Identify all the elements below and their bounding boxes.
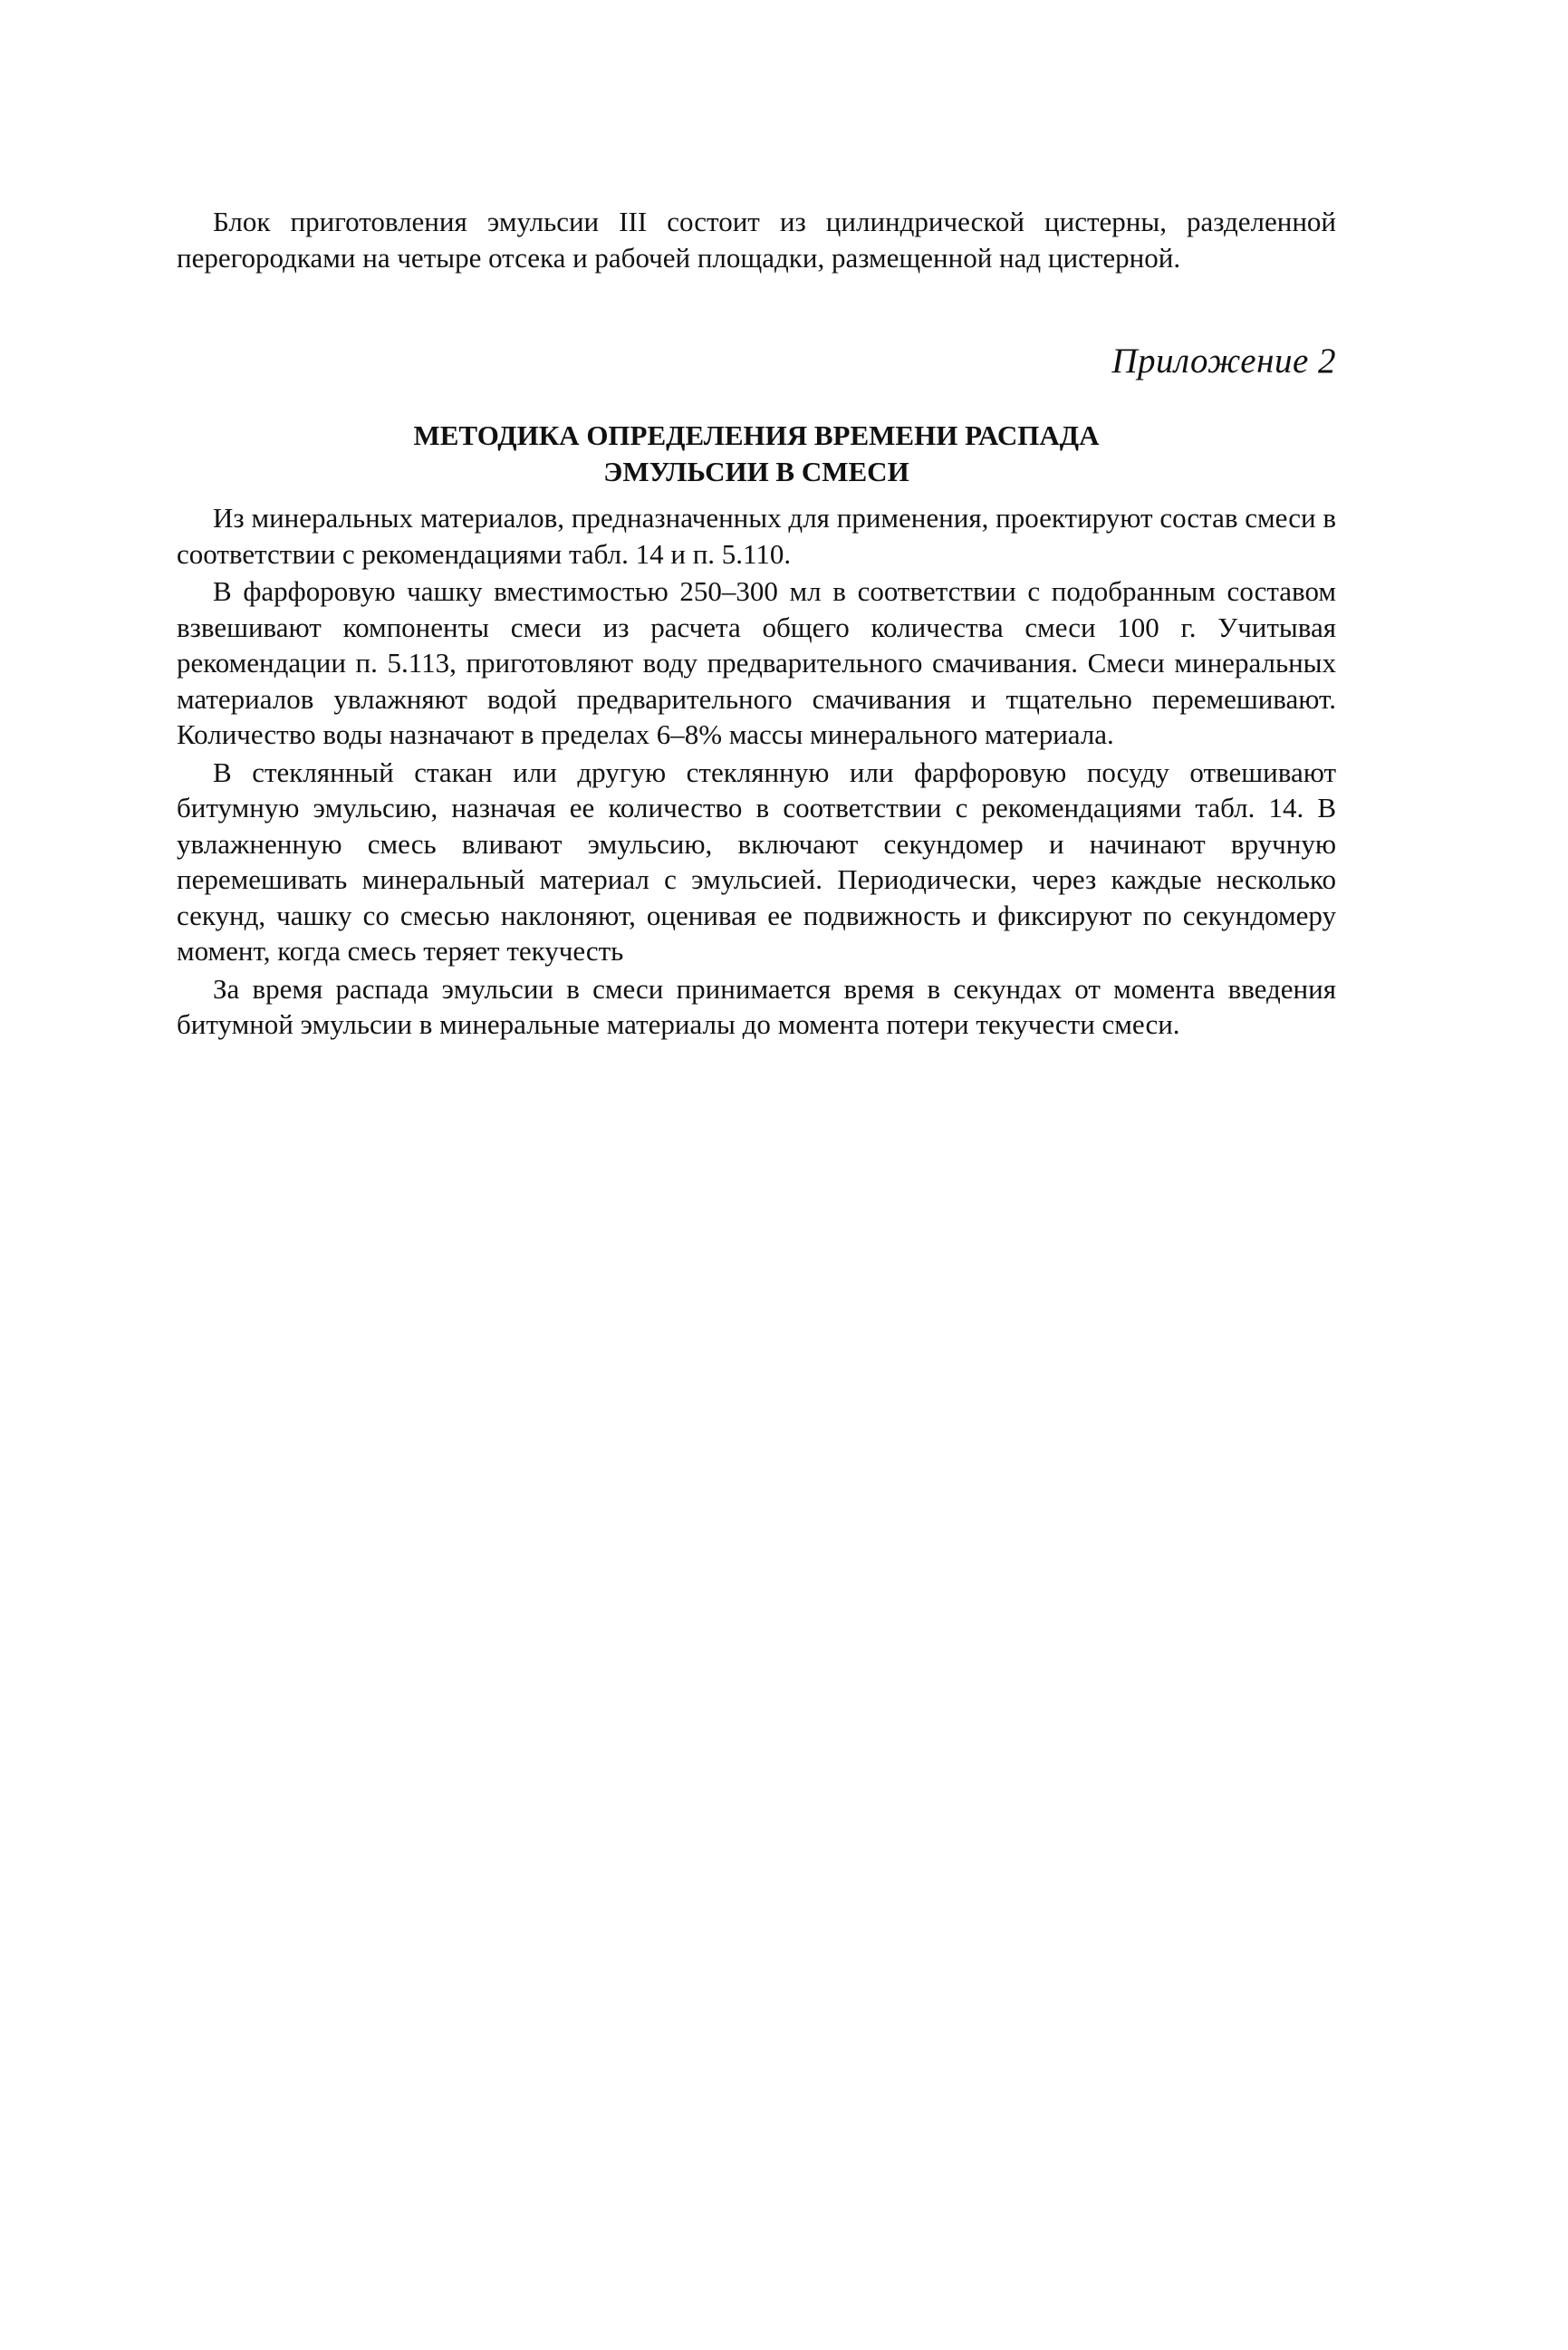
- appendix-label: Приложение 2: [1111, 342, 1336, 380]
- document-page: [177, 204, 1336, 1045]
- body-paragraph-3: В стеклянный стакан или другую стеклянную или фарфоровую посуду отвешивают битумную эмульсию, назначая ее количество в соответствии с рекомендациями табл. 14. В увлажненную смесь вливают эмульсию, включают секундомер и начинают вручную перемешивать минеральный материал с эмульсией. Периодически, через каждые несколько секунд, чашку со смесью наклоняют, оценивая ее подвижность и фиксируют по секундомеру момент, когда смесь теряет текучесть: [177, 756, 1336, 967]
- section-title-line-1: МЕТОДИКА ОПРЕДЕЛЕНИЯ ВРЕМЕНИ РАСПАДА: [413, 419, 1100, 451]
- intro-paragraph: Блок приготовления эмульсии III состоит из цилиндрической цистерны, разделенной перегородками на четыре отсека и рабочей площадки, размещенной над цистерной.: [177, 206, 1336, 274]
- body-paragraph-2: В фарфоровую чашку вместимостью 250–300 мл в соответствии с подобранным составом взвешивают компоненты смеси из расчета общего количества смеси 100 г. Учитывая рекомендации п. 5.113, приготовляют воду предварительного смачивания. Смеси минеральных материалов увлажняют водой предварительного смачивания и тщательно перемешивают. Количество воды назначают в пределах 6–8% массы минерального материала.: [177, 575, 1336, 750]
- body-paragraph-4: За время распада эмульсии в смеси принимается время в секундах от момента введения битумной эмульсии в минеральные материалы до момента потери текучести смеси.: [177, 972, 1336, 1040]
- section-title: [177, 418, 1336, 489]
- body-paragraph-1: Из минеральных материалов, предназначенных для применения, проектируют состав смеси в соответствии с рекомендациями табл. 14 и п. 5.110.: [177, 502, 1336, 570]
- section-title-line-2: ЭМУЛЬСИИ В СМЕСИ: [603, 455, 909, 487]
